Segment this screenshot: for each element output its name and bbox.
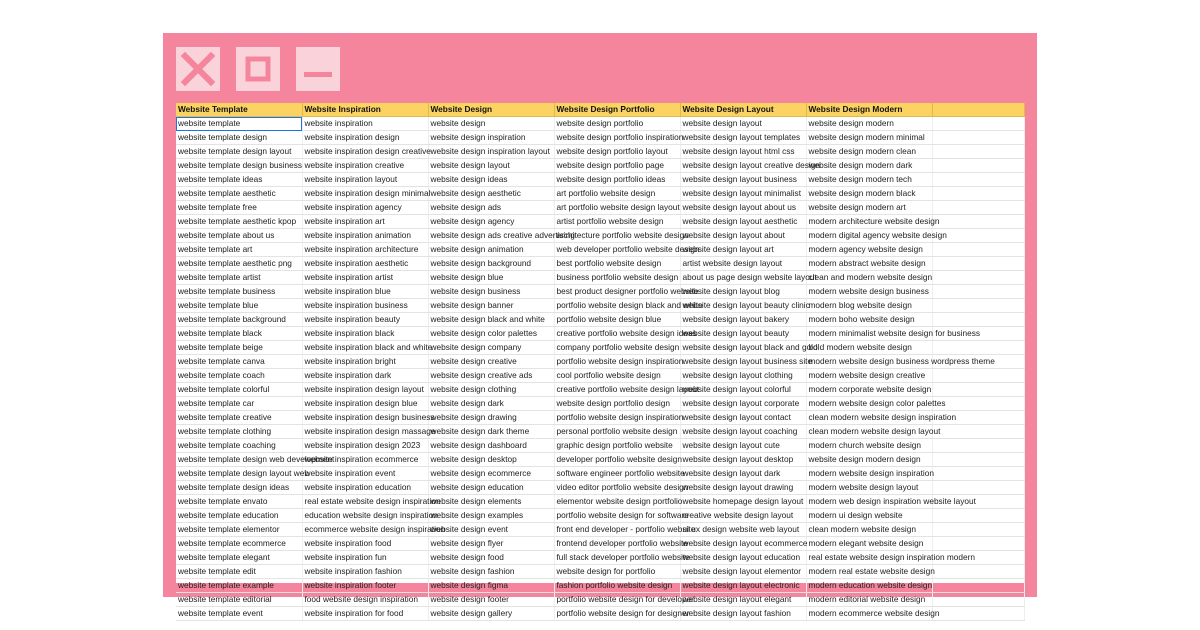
table-cell-empty[interactable] (932, 383, 1024, 397)
table-cell[interactable]: website design portfolio ideas (554, 173, 680, 187)
table-cell[interactable]: website design color palettes (428, 327, 554, 341)
table-row (176, 523, 1024, 537)
table-cell-empty[interactable] (932, 453, 1024, 467)
table-cell[interactable]: creative website design layout (680, 509, 806, 523)
table-cell[interactable]: website design portfolio design (554, 397, 680, 411)
table-cell[interactable]: website design portfolio inspiration (554, 131, 680, 145)
column-header[interactable]: Website Design (428, 103, 554, 117)
table-cell[interactable]: website design layout templates (680, 131, 806, 145)
table-cell[interactable]: website design desktop (428, 453, 554, 467)
table-cell[interactable]: website template blue (176, 299, 302, 313)
table-cell[interactable]: elementor website design portfolio (554, 495, 680, 509)
table-cell[interactable]: website inspiration design creative (302, 145, 428, 159)
table-cell[interactable]: website design footer (428, 593, 554, 607)
column-header[interactable]: Website Design Modern (806, 103, 932, 117)
table-cell[interactable]: modern website design inspiration (806, 467, 932, 481)
table-row (176, 439, 1024, 453)
table-cell[interactable]: website design modern art (806, 201, 932, 215)
table-cell[interactable]: website design modern minimal (806, 131, 932, 145)
table-cell[interactable]: website inspiration design 2023 (302, 439, 428, 453)
table-row (176, 173, 1024, 187)
table-cell-empty[interactable] (932, 565, 1024, 579)
table-cell[interactable]: website template design web development (176, 453, 302, 467)
table-cell[interactable]: website template clothing (176, 425, 302, 439)
table-cell[interactable]: website inspiration layout (302, 173, 428, 187)
table-cell[interactable]: website template car (176, 397, 302, 411)
minimize-button[interactable] (296, 47, 340, 91)
table-row (176, 481, 1024, 495)
table-cell[interactable]: modern website design color palettes (806, 397, 932, 411)
table-cell[interactable]: website inspiration design (302, 131, 428, 145)
table-cell[interactable]: website inspiration design minimal (302, 187, 428, 201)
table-cell-empty[interactable] (932, 159, 1024, 173)
table-cell[interactable]: modern blog website design (806, 299, 932, 313)
table-cell[interactable]: art portfolio website design layout (554, 201, 680, 215)
table-row (176, 285, 1024, 299)
table-cell[interactable]: website design layout cute (680, 439, 806, 453)
table-cell[interactable]: website template beige (176, 341, 302, 355)
table-cell[interactable]: website design layout business site (680, 355, 806, 369)
table-cell[interactable]: website design layout education (680, 551, 806, 565)
table-cell[interactable]: fashion portfolio website design (554, 579, 680, 593)
table-cell[interactable]: portfolio website design inspiration (554, 411, 680, 425)
table-row (176, 341, 1024, 355)
table-cell-empty[interactable] (932, 481, 1024, 495)
table-cell[interactable]: clean modern website design inspiration (806, 411, 932, 425)
table-row (176, 117, 1024, 131)
table-cell[interactable]: website design layout beauty clinic (680, 299, 806, 313)
table-cell[interactable]: modern ecommerce website design (806, 607, 932, 621)
table-cell[interactable]: website design drawing (428, 411, 554, 425)
table-cell[interactable]: website inspiration fun (302, 551, 428, 565)
table-row (176, 397, 1024, 411)
table-cell[interactable]: website template about us (176, 229, 302, 243)
close-button[interactable] (176, 47, 220, 91)
close-icon (176, 47, 220, 91)
table-row (176, 229, 1024, 243)
table-cell[interactable]: website template elegant (176, 551, 302, 565)
table-cell[interactable]: website design layout (680, 117, 806, 131)
table-row (176, 509, 1024, 523)
table-cell[interactable]: website homepage design layout (680, 495, 806, 509)
table-cell[interactable]: website design portfolio layout (554, 145, 680, 159)
table-cell[interactable]: website inspiration blue (302, 285, 428, 299)
table-cell[interactable]: website template example (176, 579, 302, 593)
table-cell[interactable]: modern website design layout (806, 481, 932, 495)
table-cell[interactable]: website design layout bakery (680, 313, 806, 327)
table-cell[interactable]: website inspiration creative (302, 159, 428, 173)
table-cell[interactable]: cool portfolio website design (554, 369, 680, 383)
table-cell-empty[interactable] (932, 257, 1024, 271)
table-cell[interactable]: website design modern design (806, 453, 932, 467)
table-cell[interactable]: website design layout aesthetic (680, 215, 806, 229)
table-row (176, 565, 1024, 579)
table-row (176, 187, 1024, 201)
table-cell[interactable]: portfolio website design black and white (554, 299, 680, 313)
table-cell[interactable]: website template black (176, 327, 302, 341)
table-cell[interactable]: real estate website design inspiration (302, 495, 428, 509)
table-cell[interactable]: website design dark theme (428, 425, 554, 439)
table-cell[interactable]: website design layout dark (680, 467, 806, 481)
table-cell[interactable]: website inspiration food (302, 537, 428, 551)
table-cell[interactable]: website design layout minimalist (680, 187, 806, 201)
table-cell[interactable]: website template education (176, 509, 302, 523)
table-cell-empty[interactable] (932, 607, 1024, 621)
table-cell-empty[interactable] (932, 173, 1024, 187)
table-cell[interactable]: website design layout fashion (680, 607, 806, 621)
table-cell[interactable]: website design creative ads (428, 369, 554, 383)
table-cell[interactable]: website template canva (176, 355, 302, 369)
table-cell[interactable]: website design food (428, 551, 554, 565)
table-cell-empty[interactable] (932, 131, 1024, 145)
table-cell[interactable]: modern website design business wordpress theme (806, 355, 932, 369)
table-cell[interactable]: website template event (176, 607, 302, 621)
table-cell-empty[interactable] (932, 201, 1024, 215)
table-cell[interactable]: website design fashion (428, 565, 554, 579)
table-cell[interactable]: website template colorful (176, 383, 302, 397)
table-cell[interactable]: website design layout corporate (680, 397, 806, 411)
table-cell[interactable]: website inspiration ecommerce (302, 453, 428, 467)
table-row (176, 159, 1024, 173)
table-cell[interactable]: architecture portfolio website design (554, 229, 680, 243)
table-cell[interactable]: website template aesthetic (176, 187, 302, 201)
table-cell[interactable]: website template design layout (176, 145, 302, 159)
table-cell[interactable]: website design business (428, 285, 554, 299)
table-cell[interactable]: best product designer portfolio website (554, 285, 680, 299)
table-cell[interactable]: website design agency (428, 215, 554, 229)
table-cell[interactable]: website design layout business (680, 173, 806, 187)
table-cell[interactable]: website design flyer (428, 537, 554, 551)
table-cell[interactable]: website inspiration footer (302, 579, 428, 593)
table-cell[interactable]: website design layout (428, 159, 554, 173)
table-cell[interactable]: graphic design portfolio website (554, 439, 680, 453)
table-cell[interactable]: portfolio website design blue (554, 313, 680, 327)
table-row (176, 313, 1024, 327)
table-cell[interactable]: website inspiration architecture (302, 243, 428, 257)
table-cell[interactable]: website template ideas (176, 173, 302, 187)
table-cell[interactable]: website design education (428, 481, 554, 495)
table-cell[interactable]: website inspiration black and white (302, 341, 428, 355)
table-cell[interactable]: ecommerce website design inspiration (302, 523, 428, 537)
table-cell[interactable]: modern website design creative (806, 369, 932, 383)
table-cell[interactable]: website template ecommerce (176, 537, 302, 551)
table-cell[interactable]: education website design inspiration (302, 509, 428, 523)
table-cell[interactable]: artist website design layout (680, 257, 806, 271)
table-cell[interactable]: ui ux design website web layout (680, 523, 806, 537)
table-cell[interactable]: software engineer portfolio website (554, 467, 680, 481)
table-cell[interactable]: website design layout colorful (680, 383, 806, 397)
table-cell[interactable]: website design ads creative advertising (428, 229, 554, 243)
table-cell[interactable]: portfolio website design for designer (554, 607, 680, 621)
table-row (176, 257, 1024, 271)
table-cell[interactable]: website design layout elegant (680, 593, 806, 607)
table-cell[interactable]: website design elements (428, 495, 554, 509)
table-row (176, 551, 1024, 565)
table-cell[interactable]: developer portfolio website design (554, 453, 680, 467)
table-cell[interactable]: portfolio website design for developer (554, 593, 680, 607)
table-cell-empty[interactable] (932, 187, 1024, 201)
table-cell[interactable]: personal portfolio website design (554, 425, 680, 439)
table-row (176, 467, 1024, 481)
column-header[interactable]: Website Design Portfolio (554, 103, 680, 117)
table-cell[interactable]: clean and modern website design (806, 271, 932, 285)
table-row (176, 579, 1024, 593)
table-cell[interactable]: art portfolio website design (554, 187, 680, 201)
table-cell[interactable]: full stack developer portfolio website (554, 551, 680, 565)
keyword-table (176, 103, 1025, 621)
table-row (176, 495, 1024, 509)
table-row (176, 243, 1024, 257)
table-cell[interactable]: modern church website design (806, 439, 932, 453)
table-cell[interactable]: website design dark (428, 397, 554, 411)
table-cell[interactable]: portfolio website design inspiration (554, 355, 680, 369)
table-cell[interactable]: website inspiration animation (302, 229, 428, 243)
table-cell[interactable]: website template coach (176, 369, 302, 383)
maximize-icon (236, 47, 280, 91)
table-cell[interactable]: website design layout beauty (680, 327, 806, 341)
table-cell[interactable]: website design (428, 117, 554, 131)
column-header[interactable]: Website Design Layout (680, 103, 806, 117)
table-row (176, 327, 1024, 341)
table-cell[interactable]: website template elementor (176, 523, 302, 537)
table-cell[interactable]: best portfolio website design (554, 257, 680, 271)
column-header-empty[interactable] (932, 103, 1024, 117)
table-cell[interactable]: website design layout desktop (680, 453, 806, 467)
table-cell[interactable]: clean modern website design layout (806, 425, 932, 439)
table-cell-empty[interactable] (932, 397, 1024, 411)
table-cell[interactable]: website design layout contact (680, 411, 806, 425)
table-row (176, 453, 1024, 467)
table-cell[interactable]: website template coaching (176, 439, 302, 453)
table-cell[interactable]: website design creative (428, 355, 554, 369)
table-cell[interactable]: website template design (176, 131, 302, 145)
table-cell[interactable]: website design aesthetic (428, 187, 554, 201)
table-cell[interactable]: website design event (428, 523, 554, 537)
table-cell[interactable]: website inspiration design business (302, 411, 428, 425)
column-header[interactable]: Website Inspiration (302, 103, 428, 117)
table-cell[interactable]: website design layout elementor (680, 565, 806, 579)
table-cell-empty[interactable] (932, 243, 1024, 257)
table-cell[interactable]: website template (176, 117, 302, 131)
table-cell[interactable]: website design company (428, 341, 554, 355)
table-cell[interactable]: website template background (176, 313, 302, 327)
table-cell-empty[interactable] (932, 523, 1024, 537)
table-cell[interactable]: website design background (428, 257, 554, 271)
table-cell[interactable]: website template envato (176, 495, 302, 509)
table-cell[interactable]: modern minimalist website design for business (806, 327, 932, 341)
table-cell[interactable]: website design black and white (428, 313, 554, 327)
table-cell[interactable]: website design portfolio page (554, 159, 680, 173)
table-cell[interactable]: website inspiration bright (302, 355, 428, 369)
table-cell[interactable]: website inspiration (302, 117, 428, 131)
table-cell[interactable]: website design modern clean (806, 145, 932, 159)
table-cell-empty[interactable] (932, 579, 1024, 593)
table-cell[interactable]: business portfolio website design (554, 271, 680, 285)
table-cell-empty[interactable] (932, 313, 1024, 327)
table-cell[interactable]: modern architecture website design (806, 215, 932, 229)
table-cell[interactable]: real estate website design inspiration modern (806, 551, 932, 565)
maximize-button[interactable] (236, 47, 280, 91)
table-cell-empty[interactable] (932, 537, 1024, 551)
table-cell[interactable]: website inspiration aesthetic (302, 257, 428, 271)
browser-window (163, 33, 1037, 618)
table-row (176, 355, 1024, 369)
table-cell[interactable]: creative portfolio website design layout (554, 383, 680, 397)
table-cell[interactable]: website template creative (176, 411, 302, 425)
table-cell[interactable]: modern elegant website design (806, 537, 932, 551)
table-cell[interactable]: about us page design website layout (680, 271, 806, 285)
table-cell-empty[interactable] (932, 271, 1024, 285)
table-cell[interactable]: modern real estate website design (806, 565, 932, 579)
table-row (176, 271, 1024, 285)
table-cell[interactable]: website design modern (806, 117, 932, 131)
table-cell[interactable]: website design layout about us (680, 201, 806, 215)
table-cell[interactable]: modern agency website design (806, 243, 932, 257)
table-cell[interactable]: website design layout drawing (680, 481, 806, 495)
table-cell[interactable]: website template business (176, 285, 302, 299)
table-cell[interactable]: website inspiration design massage (302, 425, 428, 439)
table-cell[interactable]: website design layout about (680, 229, 806, 243)
table-cell[interactable]: website inspiration dark (302, 369, 428, 383)
table-cell[interactable]: modern education website design (806, 579, 932, 593)
table-row (176, 131, 1024, 145)
table-cell-empty[interactable] (932, 117, 1024, 131)
table-cell-empty[interactable] (932, 341, 1024, 355)
table-cell-empty[interactable] (932, 593, 1024, 607)
table-cell[interactable]: front end developer - portfolio website (554, 523, 680, 537)
table-row (176, 145, 1024, 159)
table-cell[interactable]: website design banner (428, 299, 554, 313)
table-cell[interactable]: website design examples (428, 509, 554, 523)
minimize-icon (296, 47, 340, 91)
table-cell[interactable]: website design layout coaching (680, 425, 806, 439)
table-cell[interactable]: website design layout html css (680, 145, 806, 159)
table-cell[interactable]: website template design layout web (176, 467, 302, 481)
table-cell[interactable]: website template free (176, 201, 302, 215)
table-cell[interactable]: artist portfolio website design (554, 215, 680, 229)
table-cell[interactable]: modern website design business (806, 285, 932, 299)
table-cell-empty[interactable] (932, 215, 1024, 229)
table-cell[interactable]: creative portfolio website design ideas (554, 327, 680, 341)
table-cell[interactable]: website inspiration event (302, 467, 428, 481)
table-cell[interactable]: website inspiration business (302, 299, 428, 313)
table-cell[interactable]: website template edit (176, 565, 302, 579)
table-row (176, 299, 1024, 313)
table-cell-empty[interactable] (932, 467, 1024, 481)
table-row (176, 593, 1024, 607)
table-row (176, 411, 1024, 425)
table-cell[interactable]: bold modern website design (806, 341, 932, 355)
table-cell[interactable]: portfolio website design for software (554, 509, 680, 523)
table-cell[interactable]: website inspiration art (302, 215, 428, 229)
table-cell[interactable]: website template artist (176, 271, 302, 285)
table-cell[interactable]: website inspiration for food (302, 607, 428, 621)
table-row (176, 201, 1024, 215)
table-row (176, 537, 1024, 551)
table-cell[interactable]: website template aesthetic png (176, 257, 302, 271)
table-cell[interactable]: website design layout art (680, 243, 806, 257)
table-cell-empty[interactable] (932, 509, 1024, 523)
table-cell[interactable]: modern corporate website design (806, 383, 932, 397)
table-cell-empty[interactable] (932, 369, 1024, 383)
table-cell[interactable]: website design modern dark (806, 159, 932, 173)
table-cell[interactable]: website inspiration design blue (302, 397, 428, 411)
table-cell[interactable]: website design dashboard (428, 439, 554, 453)
table-cell[interactable]: website design layout creative design (680, 159, 806, 173)
table-cell[interactable]: website design for portfolio (554, 565, 680, 579)
table-row (176, 425, 1024, 439)
table-cell[interactable]: website design inspiration (428, 131, 554, 145)
table-cell[interactable]: website design animation (428, 243, 554, 257)
table-cell-empty[interactable] (932, 285, 1024, 299)
column-header[interactable]: Website Template (176, 103, 302, 117)
table-row (176, 607, 1024, 621)
table-cell[interactable]: website design layout ecommerce (680, 537, 806, 551)
table-cell[interactable]: website inspiration fashion (302, 565, 428, 579)
table-cell[interactable]: website template art (176, 243, 302, 257)
table-cell[interactable]: website design layout clothing (680, 369, 806, 383)
table-cell[interactable]: modern digital agency website design (806, 229, 932, 243)
table-cell[interactable]: website inspiration beauty (302, 313, 428, 327)
table-cell[interactable]: company portfolio website design (554, 341, 680, 355)
table-cell[interactable]: website design ads (428, 201, 554, 215)
table-cell[interactable]: modern abstract website design (806, 257, 932, 271)
table-row (176, 383, 1024, 397)
table-cell-empty[interactable] (932, 439, 1024, 453)
table-cell[interactable]: website design modern tech (806, 173, 932, 187)
table-cell-empty[interactable] (932, 299, 1024, 313)
table-cell[interactable]: website design ecommerce (428, 467, 554, 481)
table-cell[interactable]: website template design business (176, 159, 302, 173)
header-row (176, 103, 1024, 117)
table-cell[interactable]: website design blue (428, 271, 554, 285)
table-cell[interactable]: website design clothing (428, 383, 554, 397)
table-cell[interactable]: website inspiration design layout (302, 383, 428, 397)
table-cell[interactable]: website template aesthetic kpop (176, 215, 302, 229)
table-cell[interactable]: website inspiration education (302, 481, 428, 495)
table-cell[interactable]: website template design ideas (176, 481, 302, 495)
table-cell[interactable]: website design modern black (806, 187, 932, 201)
table-cell[interactable]: website design portfolio (554, 117, 680, 131)
table-cell[interactable]: website inspiration artist (302, 271, 428, 285)
table-cell[interactable]: website template editorial (176, 593, 302, 607)
table-cell[interactable]: frontend developer portfolio website (554, 537, 680, 551)
table-cell[interactable]: modern web design inspiration website layout (806, 495, 932, 509)
table-cell[interactable]: modern editorial website design (806, 593, 932, 607)
table-cell[interactable]: website design layout electronic (680, 579, 806, 593)
table-cell[interactable]: clean modern website design (806, 523, 932, 537)
table-cell[interactable]: modern boho website design (806, 313, 932, 327)
table-row (176, 215, 1024, 229)
table-cell-empty[interactable] (932, 145, 1024, 159)
table-cell[interactable]: website design layout blog (680, 285, 806, 299)
table-cell[interactable]: website design layout black and gold (680, 341, 806, 355)
table-cell[interactable]: food website design inspiration (302, 593, 428, 607)
table-cell[interactable]: web developer portfolio website design (554, 243, 680, 257)
table-cell[interactable]: website inspiration black (302, 327, 428, 341)
table-cell[interactable]: website design ideas (428, 173, 554, 187)
table-cell[interactable]: modern ui design website (806, 509, 932, 523)
table-row (176, 369, 1024, 383)
table-cell[interactable]: website design figma (428, 579, 554, 593)
table-cell[interactable]: website inspiration agency (302, 201, 428, 215)
spreadsheet (176, 103, 1024, 618)
table-cell[interactable]: video editor portfolio website design (554, 481, 680, 495)
table-cell[interactable]: website design inspiration layout (428, 145, 554, 159)
table-cell-empty[interactable] (932, 425, 1024, 439)
table-cell[interactable]: website design gallery (428, 607, 554, 621)
